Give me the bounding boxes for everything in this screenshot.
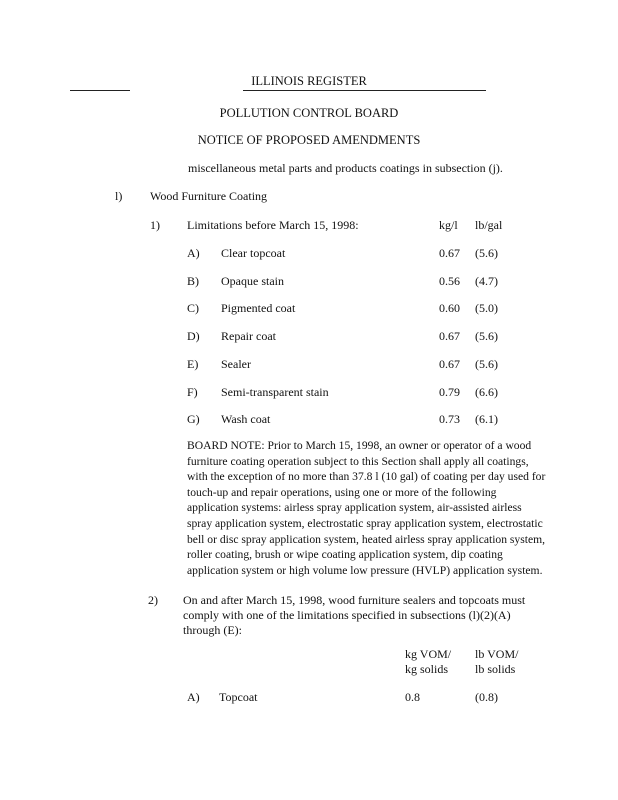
register-title: ILLINOIS REGISTER (251, 74, 367, 88)
row-letter: A) (187, 246, 200, 260)
row-kg: 0.67 (439, 329, 460, 343)
item1-title: Limitations before March 15, 1998: (187, 218, 359, 232)
section-title: Wood Furniture Coating (150, 189, 268, 203)
row-kg: 0.8 (405, 690, 420, 704)
row-kg: 0.73 (439, 412, 460, 426)
row-kg: 0.79 (439, 385, 460, 399)
unit-kg-header: kg/l (439, 218, 458, 232)
row-letter: D) (187, 329, 200, 343)
section-label: l) (115, 189, 123, 203)
board-title: POLLUTION CONTROL BOARD (219, 106, 399, 120)
row-lb: (5.0) (475, 301, 498, 315)
row-name: Topcoat (219, 690, 258, 704)
row-kg: 0.56 (439, 274, 460, 288)
row-name: Repair coat (221, 329, 276, 343)
notice-title: NOTICE OF PROPOSED AMENDMENTS (197, 133, 421, 147)
header-left-rule (70, 90, 130, 91)
row-letter: F) (187, 385, 198, 399)
row-name: Pigmented coat (221, 301, 296, 315)
row-lb: (6.6) (475, 385, 498, 399)
row-lb: (5.6) (475, 357, 498, 371)
unit-lb-header-line1: lb VOM/ (475, 647, 519, 661)
row-lb: (4.7) (475, 274, 498, 288)
row-lb: (5.6) (475, 329, 498, 343)
row-letter: A) (187, 690, 200, 704)
row-kg: 0.67 (439, 246, 460, 260)
row-lb: (6.1) (475, 412, 498, 426)
row-letter: B) (187, 274, 199, 288)
item2-text: On and after March 15, 1998, wood furniture sealers and topcoats must comply with one of the limitations specified in subsections (l)(2)(A) through (E): (183, 593, 526, 637)
row-letter: C) (187, 301, 199, 315)
row-name: Semi-transparent stain (221, 385, 329, 399)
row-name: Sealer (221, 357, 251, 371)
row-lb: (5.6) (475, 246, 498, 260)
unit-lb-header-line2: lb solids (475, 662, 516, 676)
row-kg: 0.67 (439, 357, 460, 371)
item2-number: 2) (148, 593, 158, 607)
row-letter: G) (187, 412, 200, 426)
intro-line: miscellaneous metal parts and products coatings in subsection (j). (188, 161, 503, 175)
row-lb: (0.8) (475, 690, 498, 704)
unit-kg-header-line2: kg solids (405, 662, 449, 676)
row-letter: E) (187, 357, 199, 371)
row-name: Wash coat (221, 412, 271, 426)
board-note: BOARD NOTE: Prior to March 15, 1998, an owner or operator of a wood furniture coating operation subject to this Section shall apply all coatings, with the exception of no more than 37.8 l (10 gal) of coating per day used for touch-up and repair operations, using one or more of the following application systems: airless spray application system, air-assisted airless spray application system, electrostatic spray application system, electrostatic bell or disc spray application system, heated airless spray application system, roller coating, brush or wipe coating application system, dip coating application system or high volume low pressure (HVLP) application system. (187, 439, 546, 577)
item1-number: 1) (150, 218, 160, 232)
unit-lb-header: lb/gal (475, 218, 503, 232)
row-kg: 0.60 (439, 301, 460, 315)
unit-kg-header-line1: kg VOM/ (405, 647, 452, 661)
row-name: Opaque stain (221, 274, 284, 288)
row-name: Clear topcoat (221, 246, 286, 260)
header-underline (243, 90, 486, 91)
